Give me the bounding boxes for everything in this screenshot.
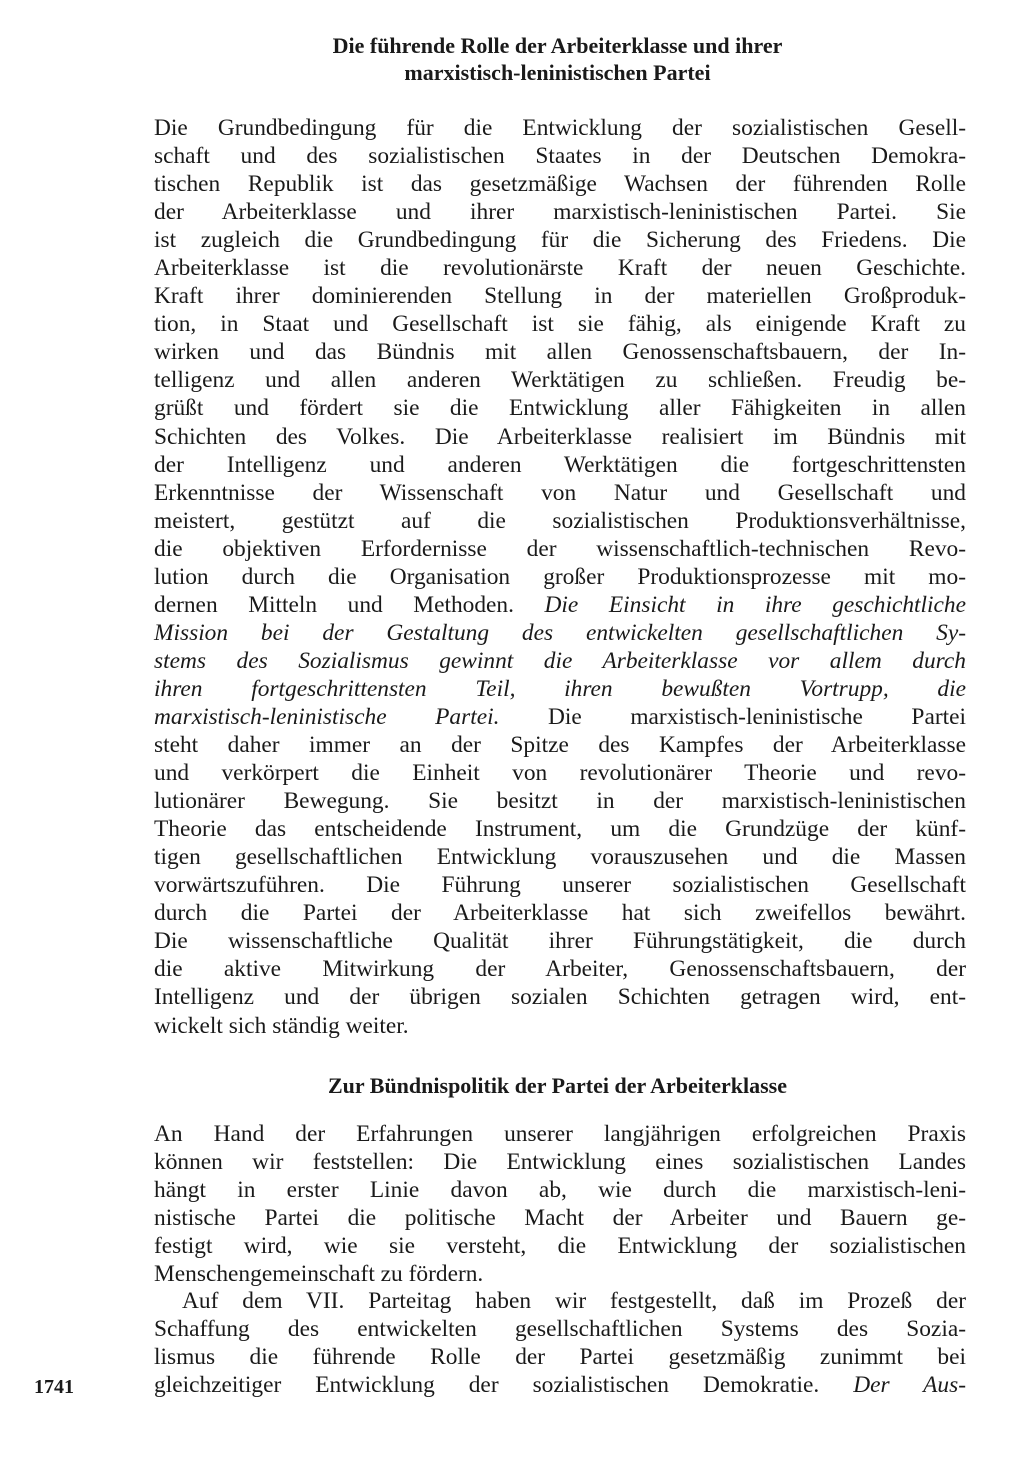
heading-line: Zur Bündnispolitik der Partei der Arbeiterklasse [328,1073,787,1098]
italic-segment: Die Einsicht in ihre geschichtliche [544,591,966,618]
text-line: wirken und das Bündnis mit allen Genossenschaftsbauern, der In- [154,339,966,366]
text-line: Theorie das entscheidende Instrument, um die Grundzüge der künf- [154,816,966,843]
text-line: Die wissenschaftliche Qualität ihrer Führungstätigkeit, die durch [154,928,966,955]
text-line: lution durch die Organisation großer Produktionsprozesse mit mo- [154,563,966,590]
text-segment: Die marxistisch-leninistische Partei [548,703,966,730]
paragraph-party-congress [154,1287,966,1399]
text-line: der Arbeiterklasse und ihrer marxistisch-leninistischen Partei. Sie [154,199,966,226]
text-line: Schichten des Volkes. Die Arbeiterklasse realisiert im Bündnis mit [154,423,966,450]
text-line: meistert, gestützt auf die sozialistischen Produktionsverhältnisse, [154,507,966,534]
paragraph-leading-role [154,114,966,1040]
text-line: Erkenntnisse der Wissenschaft von Natur und Gesellschaft und [154,479,966,506]
text-line: nistische Partei die politische Macht der Arbeiter und Bauern ge- [154,1205,966,1232]
text-line: die objektiven Erfordernisse der wissenschaftlich-technischen Revo- [154,535,966,562]
text-line: grüßt und fördert sie die Entwicklung aller Fähigkeiten in allen [154,395,966,422]
page-number: 1741 [34,1376,74,1398]
text-line: ist zugleich die Grundbedingung für die Sicherung des Friedens. Die [154,227,966,254]
text-line: schaft und des sozialistischen Staates in der Deutschen Demokra- [154,143,966,170]
paragraph-alliance-intro [154,1120,966,1288]
text-line: und verkörpert die Einheit von revolutionärer Theorie und revo- [154,760,966,787]
text-line: wickelt sich ständig weiter. [154,1012,409,1039]
text-line: hängt in erster Linie davon ab, wie durch die marxistisch-leni- [154,1177,966,1204]
text-line: können wir feststellen: Die Entwicklung eines sozialistischen Landes [154,1149,966,1176]
heading-line: marxistisch-leninistischen Partei [404,60,711,85]
text-line: steht daher immer an der Spitze des Kampfes der Arbeiterklasse [154,732,966,759]
text-line: tigen gesellschaftlichen Entwicklung vorauszusehen und die Massen [154,844,966,871]
text-line: An Hand der Erfahrungen unserer langjährigen erfolgreichen Praxis [154,1121,966,1147]
text-line: Arbeiterklasse ist die revolutionärste Kraft der neuen Geschichte. [154,255,966,282]
text-line: Kraft ihrer dominierenden Stellung in der materiellen Großproduk- [154,283,966,310]
text-line: der Intelligenz und anderen Werktätigen die fortgeschrittensten [154,451,966,478]
text-line: lismus die führende Rolle der Partei gesetzmäßig zunimmt bei [154,1344,966,1371]
text-line: festigt wird, wie sie versteht, die Entwicklung der sozialistischen [154,1233,966,1260]
text-line: tischen Republik ist das gesetzmäßige Wachsen der führenden Rolle [154,171,966,198]
text-line: vorwärtszuführen. Die Führung unserer sozialistischen Gesellschaft [154,872,966,899]
text-line: Auf dem VII. Parteitag haben wir festgestellt, daß im Prozeß der [182,1288,966,1314]
text-line-mixed [154,703,966,731]
text-segment: gleichzeitiger Entwicklung der sozialistischen Demokratie. [154,1372,820,1399]
text-line: Menschengemeinschaft zu fördern. [154,1261,484,1288]
text-line: die aktive Mitwirkung der Arbeiter, Genossenschaftsbauern, der [154,956,966,983]
heading-line: Die führende Rolle der Arbeiterklasse und ihrer [332,33,783,58]
text-line: Die Grundbedingung für die Entwicklung der sozialistischen Gesell- [154,115,966,141]
text-line-mixed [154,591,966,619]
italic-line: Mission bei der Gestaltung des entwickelten gesellschaftlichen Sy- [154,619,966,646]
italic-line: ihren fortgeschrittensten Teil, ihren bewußten Vortrupp, die [154,675,966,702]
text-line: tion, in Staat und Gesellschaft ist sie fähig, als einigende Kraft zu [154,311,966,338]
text-line: lutionärer Bewegung. Sie besitzt in der marxistisch-leninistischen [154,788,966,815]
italic-segment: marxistisch-leninistische Partei. [154,703,500,730]
text-line: Intelligenz und der übrigen sozialen Schichten getragen wird, ent- [154,984,966,1011]
text-line: durch die Partei der Arbeiterklasse hat sich zweifellos bewährt. [154,900,966,927]
text-line-mixed [154,1371,966,1399]
text-segment: dernen Mitteln und Methoden. [154,591,514,618]
text-line: telligenz und allen anderen Werktätigen zu schließen. Freudig be- [154,367,966,394]
section-heading-alliance-policy [150,1072,965,1099]
italic-line: stems des Sozialismus gewinnt die Arbeiterklasse vor allem durch [154,647,966,674]
italic-segment: Der Aus- [853,1372,966,1399]
text-line: Schaffung des entwickelten gesellschaftlichen Systems des Sozia- [154,1316,966,1343]
section-heading-leading-role [150,32,965,86]
